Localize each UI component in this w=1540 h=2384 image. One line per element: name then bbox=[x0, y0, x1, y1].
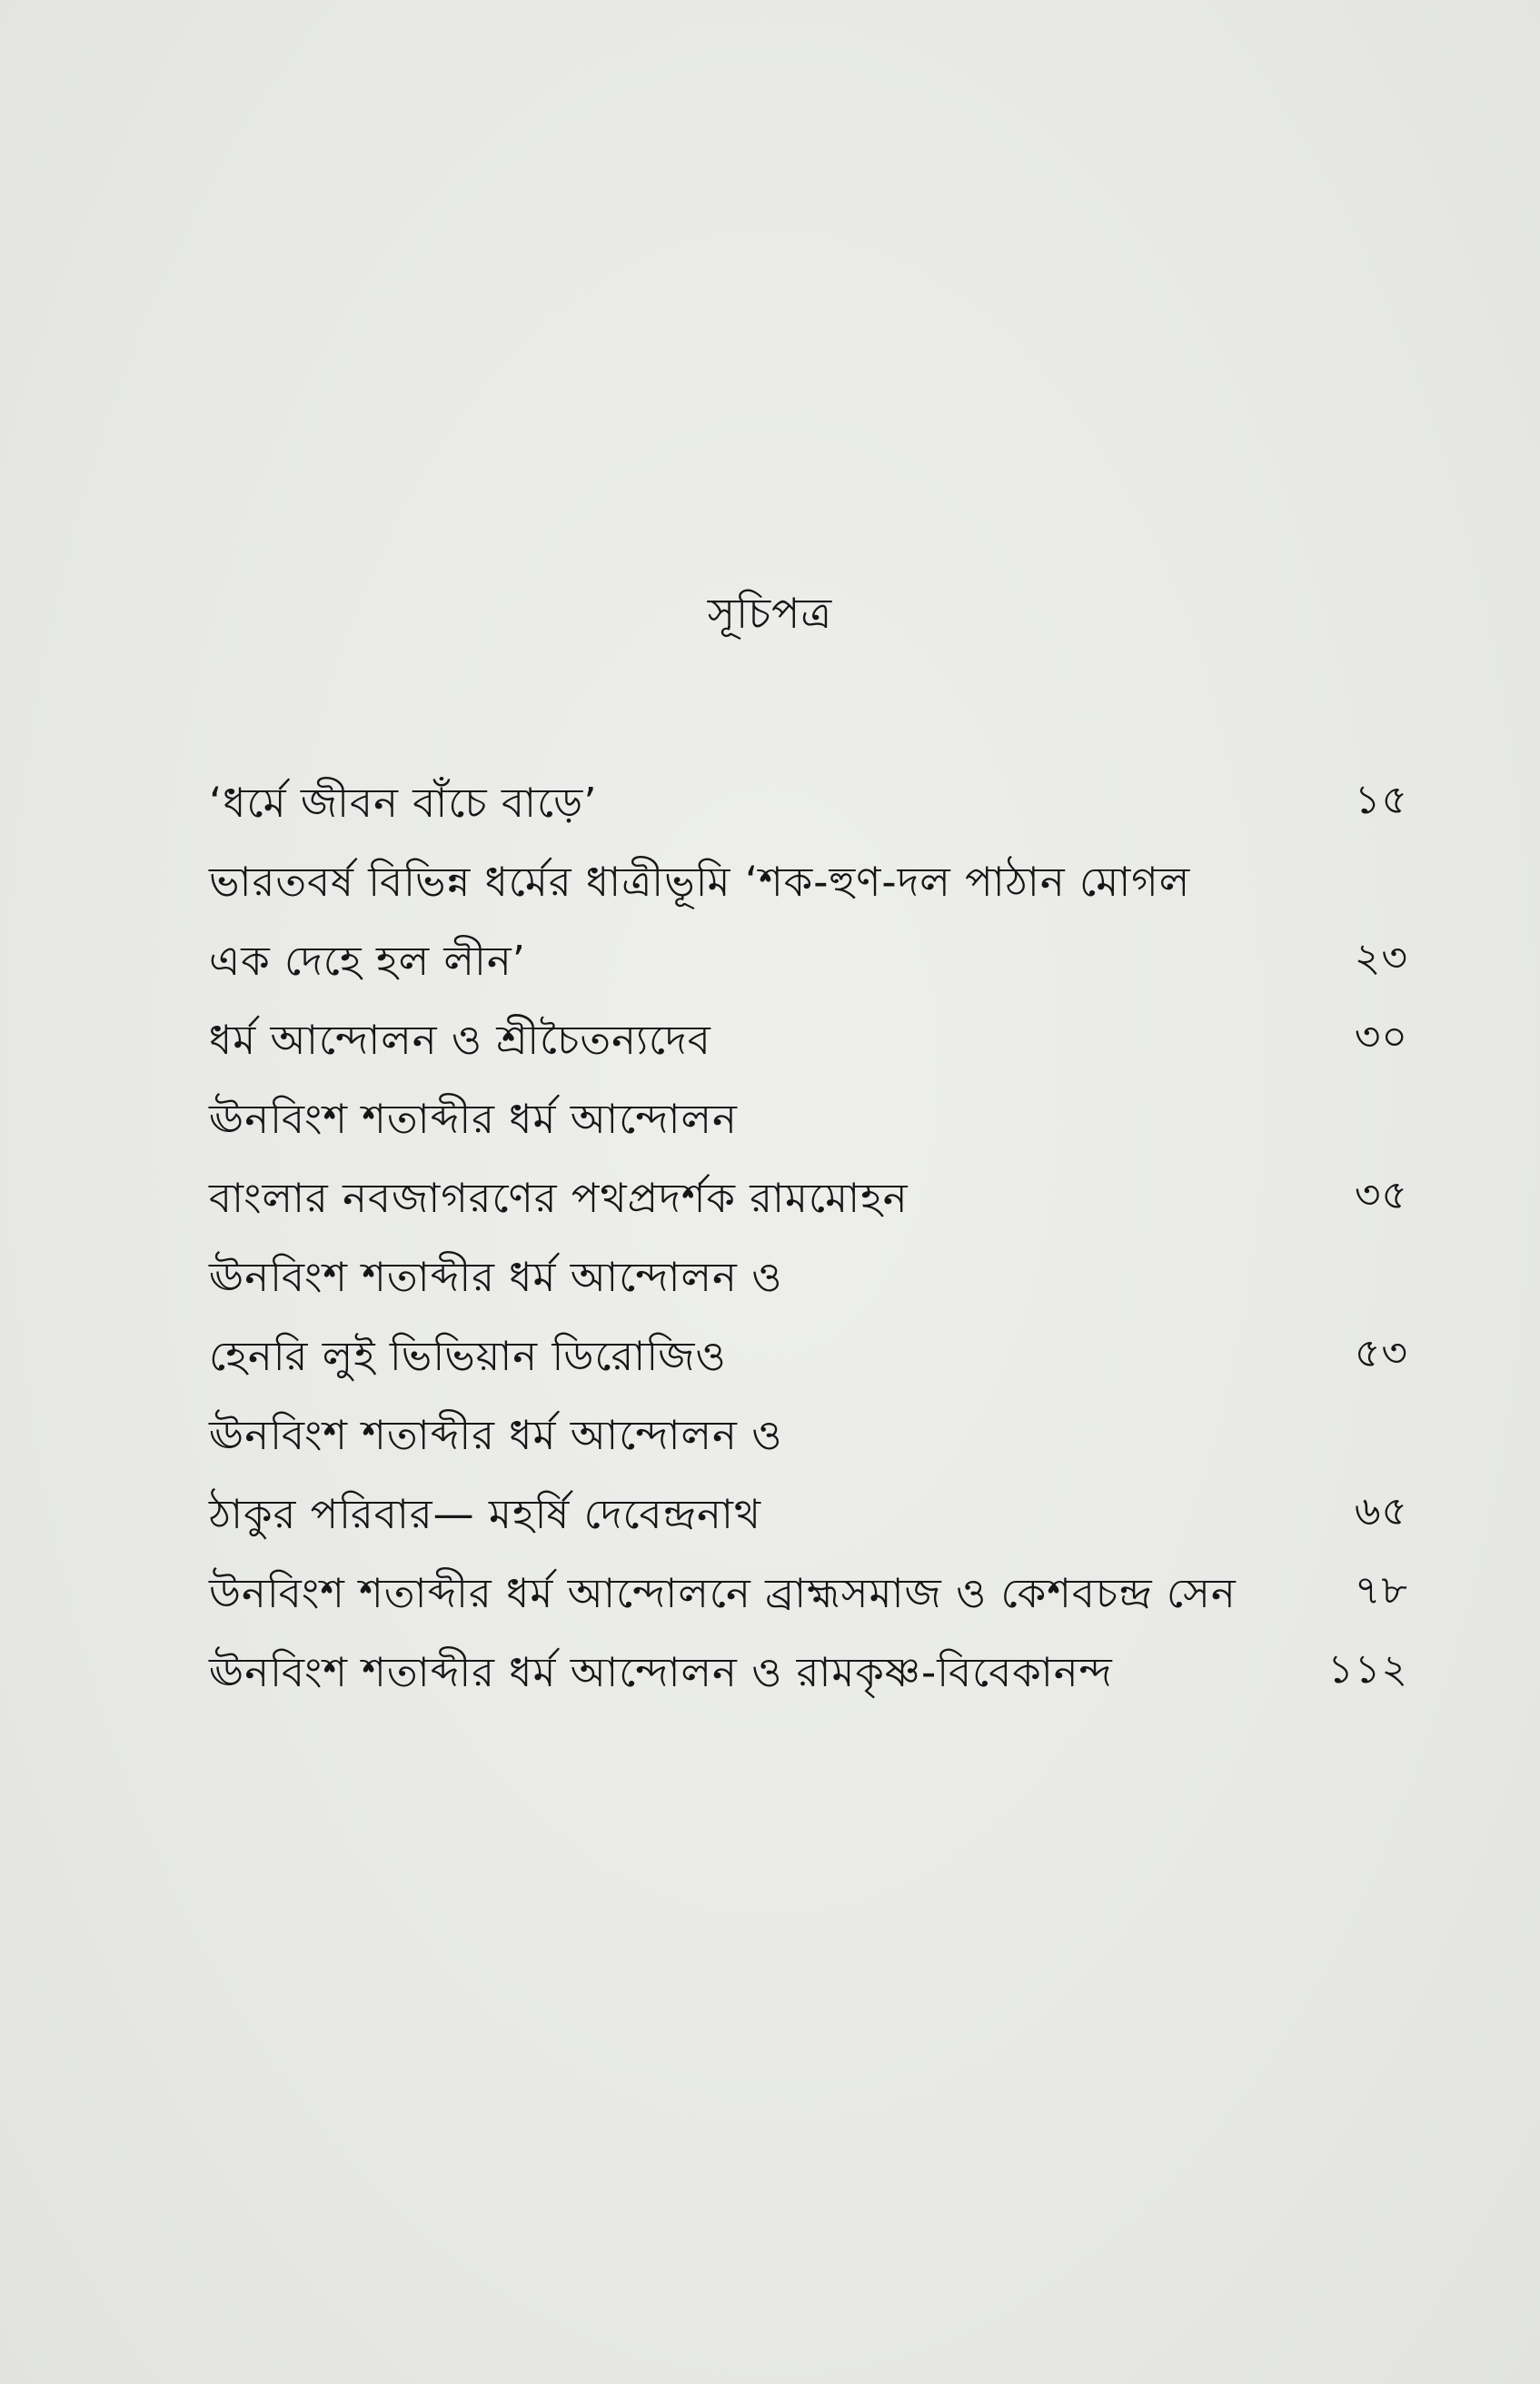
toc-entry-title: এক দেহে হল লীন’ bbox=[209, 936, 526, 985]
toc-entry-page: ৩৫ bbox=[1354, 1172, 1408, 1218]
toc-row bbox=[209, 1554, 1408, 1633]
toc-row bbox=[209, 1079, 1408, 1158]
toc-entry-page: ৩০ bbox=[1354, 1014, 1408, 1060]
toc-entry-page: ১৫ bbox=[1354, 777, 1408, 823]
toc-entry-title: ভারতবর্ষ বিভিন্ন ধর্মের ধাত্রীভূমি ‘শক-হুণ-দল পাঠান মোগল bbox=[209, 857, 1191, 906]
toc-entry-title: ঊনবিংশ শতাব্দীর ধর্ম আন্দোলন ও bbox=[209, 1410, 783, 1459]
toc-entry-title: ঊনবিংশ শতাব্দীর ধর্ম আন্দোলন ও bbox=[209, 1252, 783, 1301]
toc-heading: সূচিপত্র bbox=[707, 589, 833, 638]
table-of-contents bbox=[209, 763, 1408, 1712]
toc-entry-title: উনবিংশ শতাব্দীর ধর্ম আন্দোলনে ব্রাহ্মসমাজ ও কেশবচন্দ্র সেন bbox=[209, 1568, 1237, 1617]
toc-row bbox=[209, 1475, 1408, 1554]
toc-row bbox=[209, 921, 1408, 1000]
toc-entry-page: ৭৮ bbox=[1354, 1567, 1408, 1614]
toc-row bbox=[209, 1158, 1408, 1237]
toc-row bbox=[209, 842, 1408, 921]
toc-entry-title: বাংলার নবজাগরণের পথপ্রদর্শক রামমোহন bbox=[209, 1173, 909, 1222]
toc-row bbox=[209, 1237, 1408, 1316]
toc-row bbox=[209, 1316, 1408, 1396]
toc-entry-page: ৬৫ bbox=[1354, 1488, 1408, 1535]
toc-row bbox=[209, 1633, 1408, 1712]
toc-entry-title: হেনরি লুই ভিভিয়ান ডিরোজিও bbox=[209, 1331, 727, 1380]
toc-entry-title: ঊনবিংশ শতাব্দীর ধর্ম আন্দোলন ও রামকৃষ্ণ-বিবেকানন্দ bbox=[209, 1647, 1113, 1696]
toc-row bbox=[209, 1396, 1408, 1475]
toc-entry-page: ১১২ bbox=[1327, 1646, 1408, 1693]
toc-entry-title: ‘ধর্মে জীবন বাঁচে বাড়ে’ bbox=[209, 778, 598, 827]
toc-entry-title: ঊনবিংশ শতাব্দীর ধর্ম আন্দোলন bbox=[209, 1094, 738, 1143]
toc-entry-title: ধর্ম আন্দোলন ও শ্রীচৈতন্যদেব bbox=[209, 1015, 711, 1064]
toc-entry-title: ঠাকুর পরিবার— মহর্ষি দেবেন্দ্রনাথ bbox=[209, 1489, 762, 1538]
toc-row bbox=[209, 1000, 1408, 1079]
toc-row bbox=[209, 763, 1408, 842]
toc-entry-page: ২৩ bbox=[1354, 935, 1408, 981]
toc-entry-page: ৫৩ bbox=[1354, 1330, 1408, 1376]
